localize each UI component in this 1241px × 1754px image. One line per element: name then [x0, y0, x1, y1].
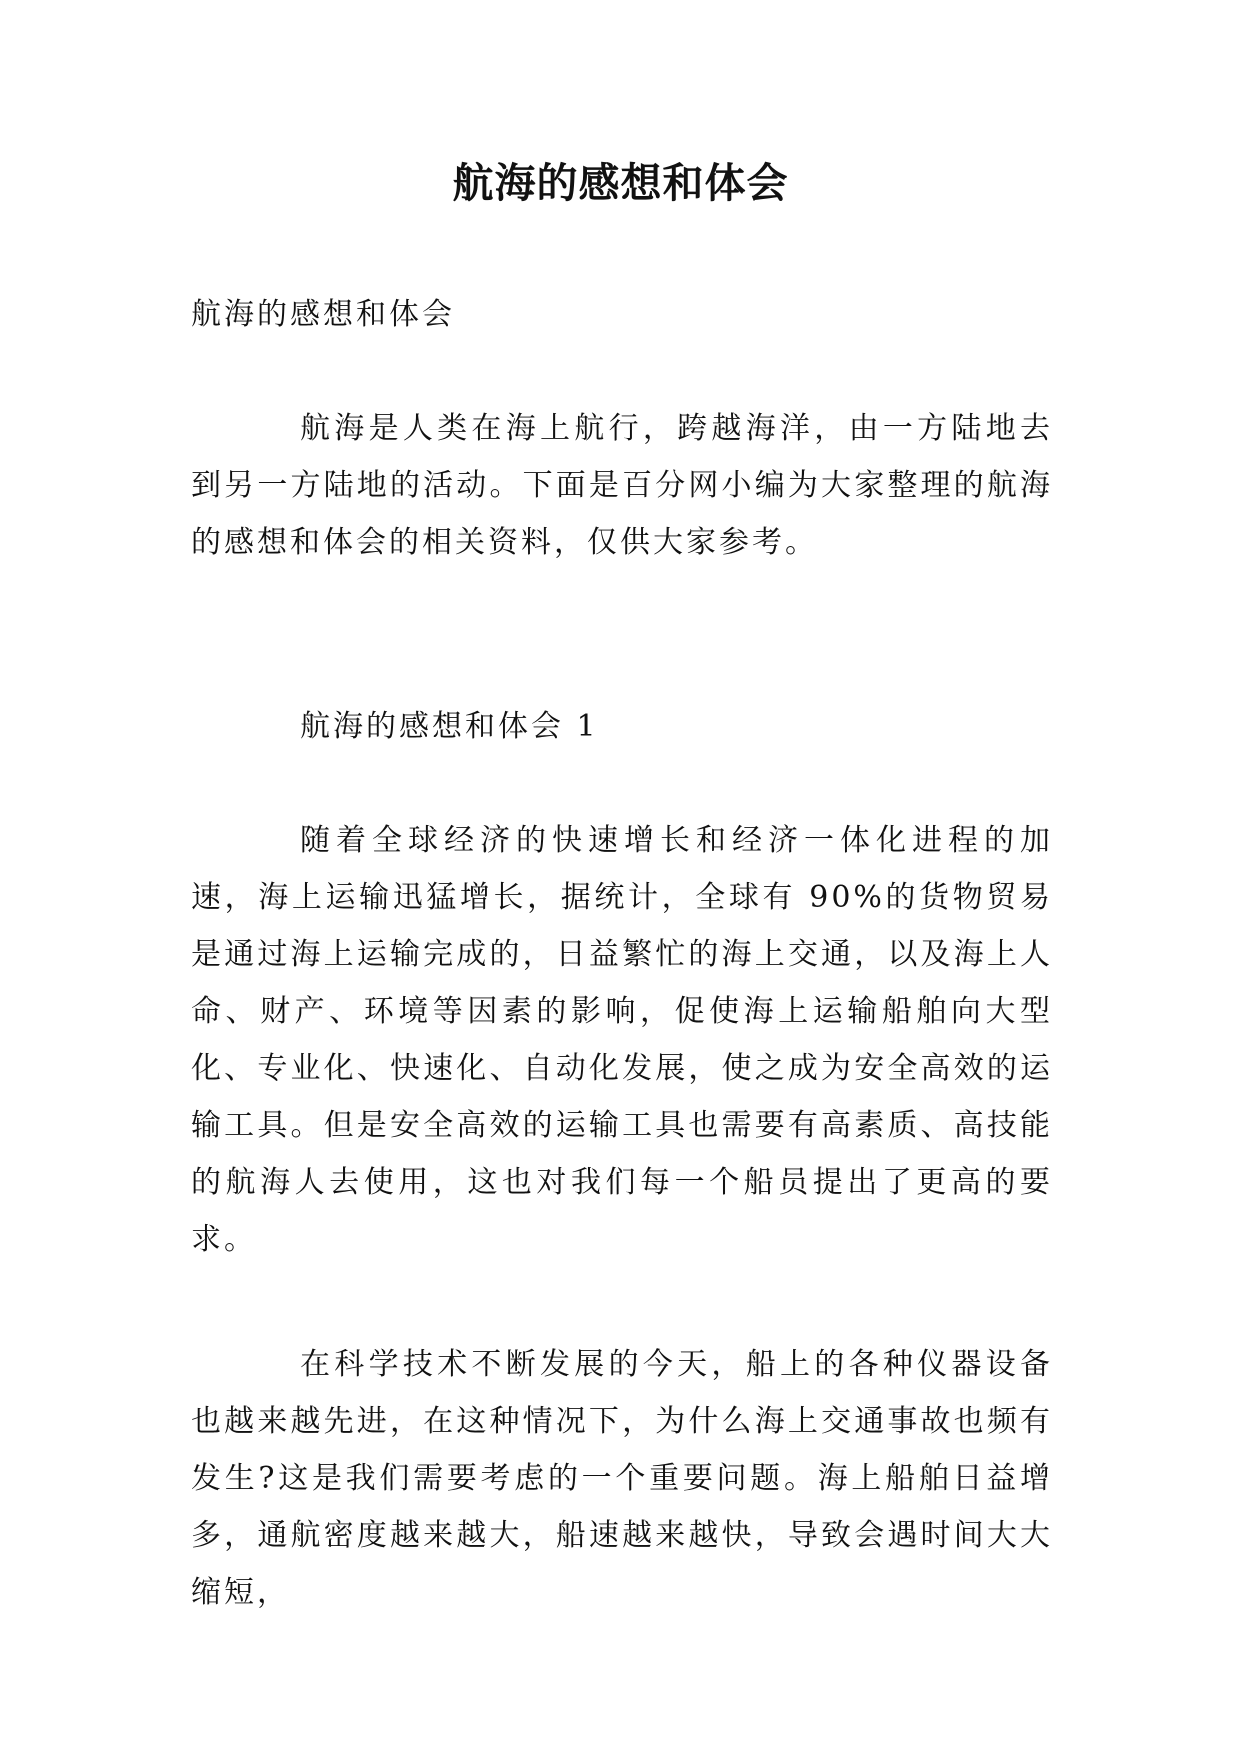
section-heading: 航海的感想和体会 1 — [300, 709, 599, 744]
document-title: 航海的感想和体会 — [452, 159, 789, 207]
body-paragraph: 在科学技术不断发展的今天，船上的各种仪器设备也越来越先进，在这种情况下，为什么海上交通事故也频有发生?这是我们需要考虑的一个重要问题。海上船舶日益增多，通航密度越来越大，船速越来越快，导致会遇时间大大缩短， — [191, 1347, 1053, 1610]
intro-paragraph: 航海是人类在海上航行，跨越海洋，由一方陆地去到另一方陆地的活动。下面是百分网小编为大家整理的航海的感想和体会的相关资料，仅供大家参考。 — [191, 411, 1053, 560]
document-subtitle: 航海的感想和体会 — [191, 297, 455, 332]
body-paragraph: 随着全球经济的快速增长和经济一体化进程的加速，海上运输迅猛增长，据统计，全球有 90%的货物贸易是通过海上运输完成的，日益繁忙的海上交通，以及海上人命、财产、环境等因素的影响，促使海上运输船舶向大型化、专业化、快速化、自动化发展，使之成为安全高效的运输工具。但是安全高效的运输工具也需要有高素质、高技能的航海人去使用，这也对我们每一个船员提出了更高的要求。 — [191, 823, 1053, 1257]
